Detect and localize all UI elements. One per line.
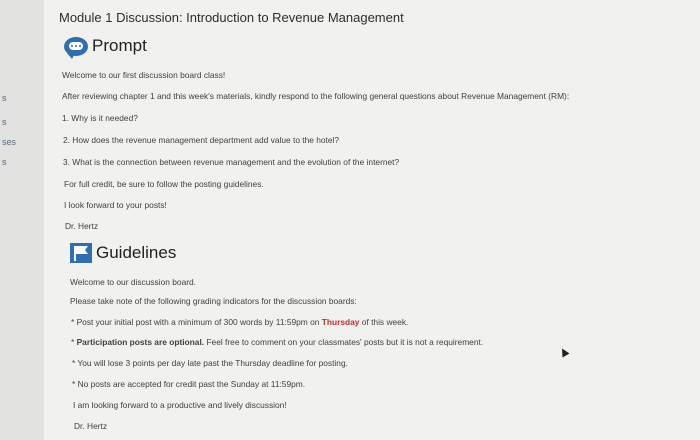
- guideline-bullet: * You will lose 3 points per day late past the Thursday deadline for posting.: [72, 358, 348, 368]
- guidelines-intro: Welcome to our discussion board.: [70, 277, 196, 287]
- guideline-bullet: [71, 317, 408, 327]
- prompt-line: Welcome to our first discussion board class!: [62, 70, 226, 80]
- prompt-line: I look forward to your posts!: [64, 200, 167, 210]
- prompt-line: 1. Why is it needed?: [62, 113, 138, 123]
- guideline-bullet: [71, 337, 483, 347]
- guidelines-intro: Please take note of the following grading indicators for the discussion boards:: [70, 296, 357, 306]
- guideline-bullet: * No posts are accepted for credit past the Sunday at 11:59pm.: [72, 379, 306, 389]
- guidelines-closing: I am looking forward to a productive and lively discussion!: [73, 400, 287, 410]
- prompt-header: [64, 36, 147, 56]
- prompt-title: Prompt: [92, 36, 147, 55]
- page-title: Module 1 Discussion: Introduction to Revenue Management: [59, 10, 404, 25]
- discussion-content: [44, 0, 700, 440]
- prompt-line: 2. How does the revenue management department add value to the hotel?: [63, 135, 340, 145]
- guidelines-header: [70, 243, 176, 263]
- prompt-line: After reviewing chapter 1 and this week's materials, kindly respond to the following general questions about Revenue Management (RM):: [62, 91, 570, 101]
- bullet-emphasis: Participation posts are optional.: [76, 337, 205, 347]
- prompt-line: For full credit, be sure to follow the posting guidelines.: [64, 179, 264, 189]
- prompt-signature: Dr. Hertz: [65, 221, 99, 231]
- bullet-text: * Post your initial post with a minimum of 300 words by 11:59pm on: [71, 317, 322, 327]
- guidelines-signature: Dr. Hertz: [74, 421, 108, 431]
- rail-fragment[interactable]: s: [2, 93, 7, 103]
- left-navigation-rail: [0, 0, 45, 440]
- speech-bubble-icon: [64, 37, 88, 56]
- guidelines-title: Guidelines: [96, 243, 177, 262]
- flag-icon: [70, 243, 92, 263]
- prompt-line: 3. What is the connection between revenue management and the evolution of the internet?: [63, 157, 400, 167]
- bullet-text: Feel free to comment on your classmates' posts but it is not a requirement.: [204, 337, 484, 347]
- bullet-text: of this week.: [359, 317, 409, 327]
- rail-fragment[interactable]: ses: [2, 137, 17, 147]
- bullet-marker: *: [71, 337, 77, 347]
- rail-fragment[interactable]: s: [2, 157, 7, 167]
- rail-fragment[interactable]: s: [2, 117, 7, 127]
- deadline-day: Thursday: [321, 317, 360, 327]
